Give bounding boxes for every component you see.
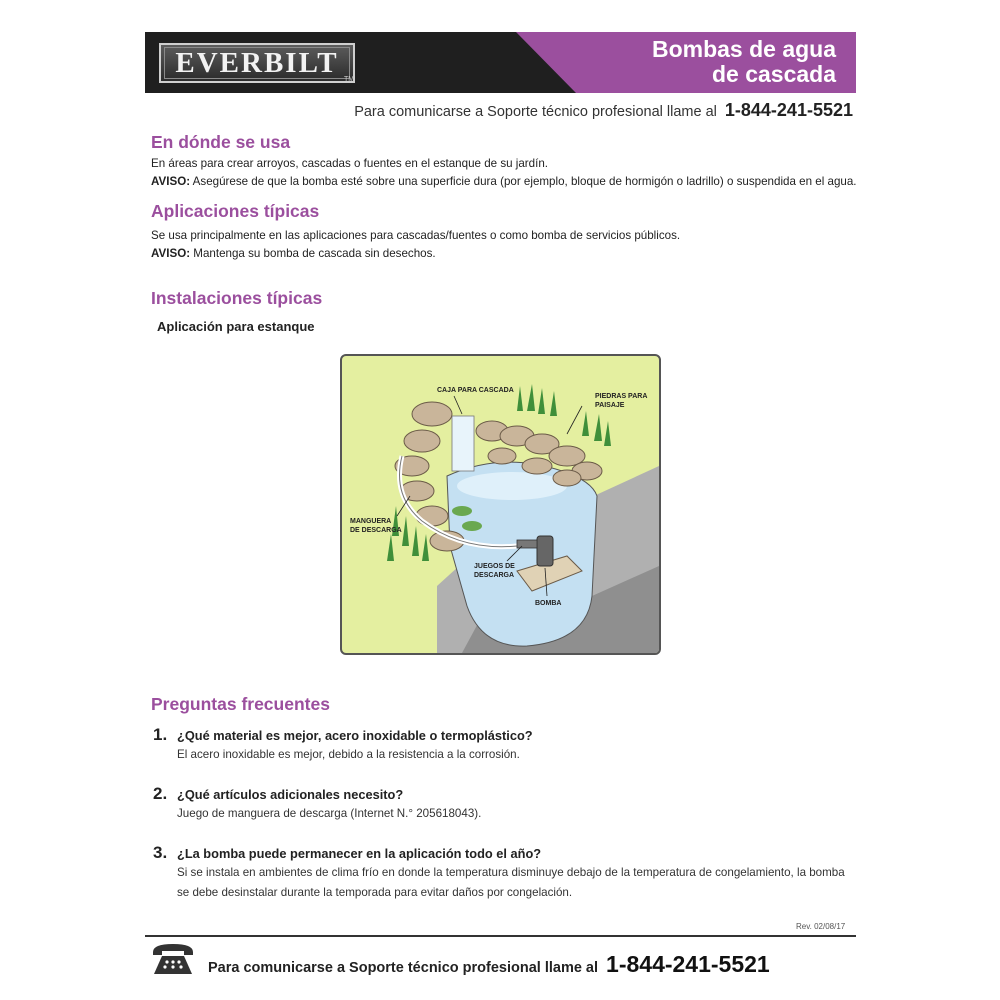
where-used-text: En áreas para crear arroyos, cascadas o fuentes en el estanque de su jardín. [151, 157, 549, 170]
applications-text: Se usa principalmente en las aplicaciones para cascadas/fuentes o como bomba de servicios públicos. [151, 229, 681, 242]
applications-warning [151, 247, 436, 260]
pond-surface [457, 472, 567, 500]
trademark-mark: TM [344, 76, 355, 83]
lily-pad [452, 506, 472, 516]
label-hose-line1: MANGUERA [350, 518, 392, 525]
pond-illustration [342, 356, 659, 653]
faq-answer-3-line2: se debe desinstalar durante la temporada para evitar daños por congelación. [177, 886, 573, 899]
label-stones-line2: PAISAJE [595, 402, 625, 409]
waterfall-stream [452, 416, 474, 471]
heading-where-used: En dónde se usa [151, 132, 291, 152]
label-stones-line1: PIEDRAS PARA [595, 393, 648, 400]
telephone-icon [150, 942, 196, 976]
title-line-1: Bombas de agua [651, 36, 836, 62]
faq-question-1: ¿Qué material es mejor, acero inoxidable o termoplástico? [177, 728, 533, 743]
warning-label: AVISO: [151, 247, 191, 260]
faq-answer-3-line1: Si se instala en ambientes de clima frío en donde la temperatura disminuye debajo de la temperatura de congelamiento, la bomba [177, 866, 845, 879]
faq-question-3: ¿La bomba puede permanecer en la aplicación todo el año? [177, 846, 542, 861]
logo-text: EVERBILT [164, 47, 350, 79]
warning-text: Asegúrese de que la bomba esté sobre una superficie dura (por ejemplo, bloque de hormigón o ladrillo) o suspendida en el agua. [190, 175, 857, 188]
faq-answer-3 [177, 863, 847, 903]
support-label: Para comunicarse a Soporte técnico profesional llame al [208, 960, 599, 976]
faq-answer-2: Juego de manguera de descarga (Internet N.° 205618043). [177, 807, 482, 820]
label-kits-line2: DESCARGA [474, 572, 515, 579]
pump-body [537, 536, 553, 566]
label-kits-line1: JUEGOS DE [474, 563, 515, 570]
faq-number-1: 1. [153, 725, 168, 744]
support-label: Para comunicarse a Soporte técnico profesional llame al [354, 104, 717, 120]
support-phone: 1-844-241-5521 [606, 951, 770, 977]
everbilt-logo [159, 43, 355, 83]
warning-text: Mantenga su bomba de cascada sin desechos. [190, 247, 436, 260]
support-line-top [145, 100, 853, 121]
subheading-pond-application: Aplicación para estanque [157, 319, 315, 334]
heading-faq: Preguntas frecuentes [151, 694, 330, 714]
document-title [652, 37, 836, 87]
faq-answer-1: El acero inoxidable es mejor, debido a la resistencia a la corrosión. [177, 748, 520, 761]
faq-number-3: 3. [153, 843, 168, 862]
label-hose-line2: DE DESCARGA [350, 527, 402, 534]
leader-line [454, 396, 462, 414]
pond-installation-diagram [340, 354, 661, 655]
faq-question-2: ¿Qué artículos adicionales necesito? [177, 787, 404, 802]
footer-divider [145, 935, 856, 937]
heading-typical-applications: Aplicaciones típicas [151, 201, 320, 221]
revision-date: Rev. 02/08/17 [796, 922, 846, 931]
header-banner [145, 32, 856, 93]
support-phone: 1-844-241-5521 [724, 100, 853, 120]
label-waterfall-box: CAJA PARA CASCADA [437, 387, 514, 394]
leader-line [567, 406, 582, 434]
support-line-bottom [208, 951, 770, 978]
heading-typical-installations: Instalaciones típicas [151, 288, 323, 308]
lily-pad [462, 521, 482, 531]
title-line-2: de cascada [711, 61, 836, 87]
label-pump: BOMBA [535, 600, 562, 607]
faq-number-2: 2. [153, 784, 168, 803]
where-used-warning [151, 175, 857, 188]
discharge-fittings [517, 540, 537, 548]
warning-label: AVISO: [151, 175, 191, 188]
